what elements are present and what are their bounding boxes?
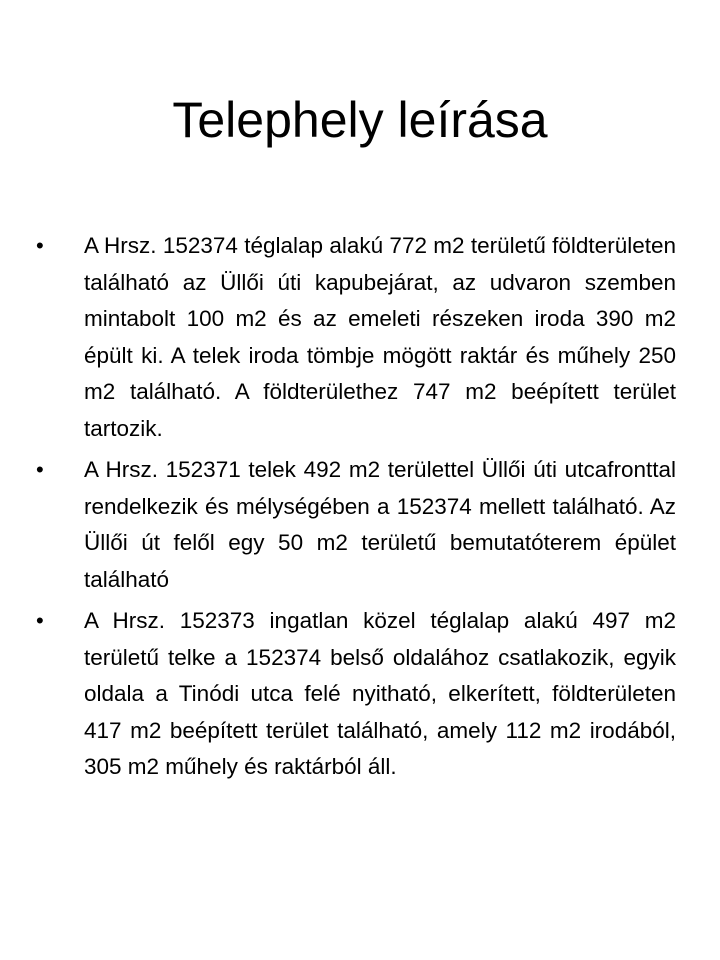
bullet-text: A Hrsz. 152371 telek 492 m2 területtel Üllői úti utcafronttal rendelkezik és mélységében a 152374 mellett található. Az Üllői út felől egy 50 m2 területű bemutatóterem épület található	[84, 457, 676, 592]
bullet-item-3	[36, 603, 676, 786]
bullet-dot-icon: •	[36, 233, 44, 258]
bullet-item-1	[36, 228, 676, 447]
bullet-list	[36, 228, 676, 791]
bullet-dot-icon: •	[36, 457, 44, 482]
slide-title: Telephely leírása	[172, 92, 548, 148]
bullet-text: A Hrsz. 152373 ingatlan közel téglalap alakú 497 m2 területű telke a 152374 belső oldalához csatlakozik, egyik oldala a Tinódi utca felé nyitható, elkerített, földterületen 417 m2 beépített terület található, amely 112 m2 irodából, 305 m2 műhely és raktárból áll.	[84, 608, 676, 779]
bullet-dot-icon: •	[36, 608, 44, 633]
bullet-item-2	[36, 452, 676, 598]
bullet-text: A Hrsz. 152374 téglalap alakú 772 m2 területű földterületen található az Üllői úti kapubejárat, az udvaron szemben mintabolt 100 m2 és az emeleti részeken iroda 390 m2 épült ki. A telek iroda tömbje mögött raktár és műhely 250 m2 található. A földterülethez 747 m2 beépített terület tartozik.	[84, 233, 676, 441]
